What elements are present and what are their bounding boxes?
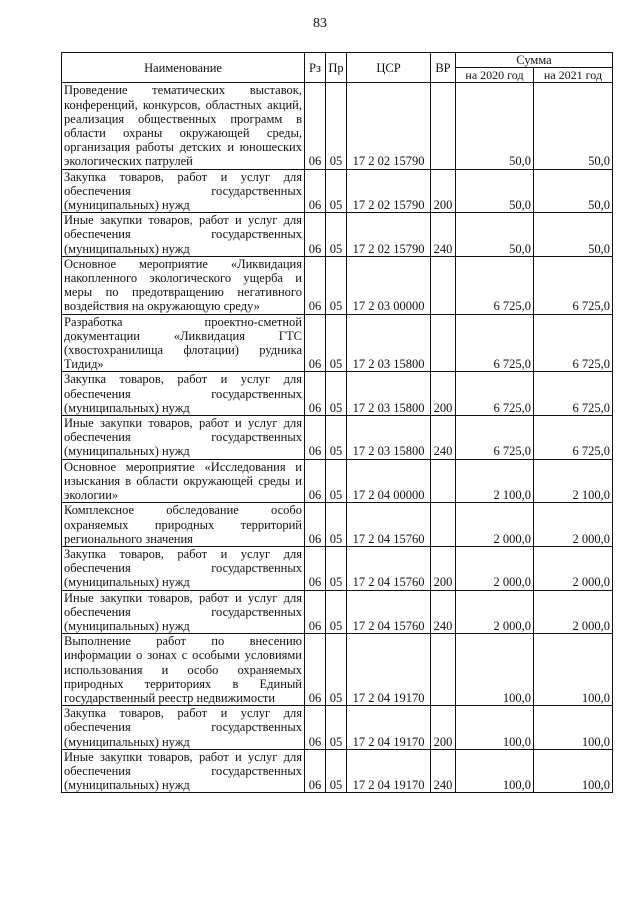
row-csr: 17 2 04 19170: [347, 749, 431, 793]
row-name: Иные закупки товаров, работ и услуг для обеспечения государственных (муниципальных) нужд: [62, 416, 305, 460]
row-pr: 05: [326, 459, 347, 503]
row-rz: 06: [305, 416, 326, 460]
row-name: Закупка товаров, работ и услуг для обеспечения государственных (муниципальных) нужд: [62, 169, 305, 213]
row-vr: [431, 634, 456, 706]
row-sum-2020: 100,0: [456, 634, 534, 706]
row-pr: 05: [326, 590, 347, 634]
table-body: [62, 83, 613, 793]
header-vr: ВР: [431, 53, 456, 83]
table-row: [62, 213, 613, 257]
row-vr: 240: [431, 749, 456, 793]
row-sum-2021: 2 000,0: [534, 590, 613, 634]
row-pr: 05: [326, 83, 347, 169]
table-row: [62, 314, 613, 372]
row-name: Закупка товаров, работ и услуг для обеспечения государственных (муниципальных) нужд: [62, 546, 305, 590]
row-vr: 240: [431, 590, 456, 634]
row-sum-2021: 100,0: [534, 634, 613, 706]
header-sum: Сумма: [456, 53, 613, 68]
row-sum-2020: 2 000,0: [456, 546, 534, 590]
row-csr: 17 2 04 19170: [347, 706, 431, 750]
table-row: [62, 416, 613, 460]
row-pr: 05: [326, 546, 347, 590]
row-name: Иные закупки товаров, работ и услуг для обеспечения государственных (муниципальных) нужд: [62, 213, 305, 257]
row-rz: 06: [305, 314, 326, 372]
table-row: [62, 459, 613, 503]
row-pr: 05: [326, 634, 347, 706]
row-csr: 17 2 04 15760: [347, 590, 431, 634]
row-csr: 17 2 04 15760: [347, 546, 431, 590]
row-rz: 06: [305, 749, 326, 793]
row-rz: 06: [305, 169, 326, 213]
row-rz: 06: [305, 256, 326, 314]
header-csr: ЦСР: [347, 53, 431, 83]
row-name: Иные закупки товаров, работ и услуг для обеспечения государственных (муниципальных) нужд: [62, 590, 305, 634]
row-sum-2020: 2 000,0: [456, 503, 534, 547]
row-pr: 05: [326, 706, 347, 750]
row-sum-2021: 6 725,0: [534, 372, 613, 416]
row-vr: [431, 459, 456, 503]
row-vr: [431, 503, 456, 547]
table-row: [62, 256, 613, 314]
page-number: 83: [313, 16, 327, 31]
row-vr: [431, 83, 456, 169]
row-name: Иные закупки товаров, работ и услуг для обеспечения государственных (муниципальных) нужд: [62, 749, 305, 793]
table-row: [62, 634, 613, 706]
row-sum-2020: 100,0: [456, 706, 534, 750]
table-row: [62, 706, 613, 750]
row-rz: 06: [305, 546, 326, 590]
table-row: [62, 372, 613, 416]
row-sum-2020: 2 100,0: [456, 459, 534, 503]
row-sum-2021: 50,0: [534, 213, 613, 257]
row-sum-2021: 6 725,0: [534, 314, 613, 372]
row-pr: 05: [326, 213, 347, 257]
row-name: Комплексное обследование особо охраняемых природных территорий регионального значения: [62, 503, 305, 547]
row-vr: 240: [431, 213, 456, 257]
row-rz: 06: [305, 213, 326, 257]
row-sum-2020: 100,0: [456, 749, 534, 793]
row-rz: 06: [305, 372, 326, 416]
header-pr: Пр: [326, 53, 347, 83]
row-pr: 05: [326, 503, 347, 547]
row-sum-2020: 6 725,0: [456, 372, 534, 416]
row-vr: 200: [431, 372, 456, 416]
row-pr: 05: [326, 169, 347, 213]
row-sum-2020: 50,0: [456, 169, 534, 213]
row-sum-2020: 50,0: [456, 213, 534, 257]
header-year-2021: на 2021 год: [534, 68, 613, 83]
row-vr: 240: [431, 416, 456, 460]
row-sum-2021: 2 000,0: [534, 503, 613, 547]
row-vr: 200: [431, 169, 456, 213]
row-sum-2020: 50,0: [456, 83, 534, 169]
row-sum-2021: 2 000,0: [534, 546, 613, 590]
row-csr: 17 2 03 15800: [347, 372, 431, 416]
row-vr: 200: [431, 546, 456, 590]
row-csr: 17 2 04 00000: [347, 459, 431, 503]
row-csr: 17 2 02 15790: [347, 83, 431, 169]
row-sum-2021: 6 725,0: [534, 416, 613, 460]
row-pr: 05: [326, 372, 347, 416]
table-row: [62, 546, 613, 590]
row-csr: 17 2 03 15800: [347, 314, 431, 372]
row-sum-2021: 6 725,0: [534, 256, 613, 314]
table-row: [62, 503, 613, 547]
row-sum-2021: 100,0: [534, 749, 613, 793]
row-name: Закупка товаров, работ и услуг для обеспечения государственных (муниципальных) нужд: [62, 706, 305, 750]
row-sum-2021: 50,0: [534, 83, 613, 169]
row-csr: 17 2 03 15800: [347, 416, 431, 460]
row-pr: 05: [326, 314, 347, 372]
row-csr: 17 2 04 15760: [347, 503, 431, 547]
row-pr: 05: [326, 256, 347, 314]
row-name: Основное мероприятие «Ликвидация накопленного экологического ущерба и меры по предотвращению негативного воздействия на окружающую среду»: [62, 256, 305, 314]
row-name: Закупка товаров, работ и услуг для обеспечения государственных (муниципальных) нужд: [62, 372, 305, 416]
row-rz: 06: [305, 503, 326, 547]
row-sum-2020: 2 000,0: [456, 590, 534, 634]
row-name: Разработка проектно-сметной документации «Ликвидация ГТС (хвостохранилища флотации) рудника Тидид»: [62, 314, 305, 372]
budget-table: [61, 52, 613, 793]
row-rz: 06: [305, 706, 326, 750]
row-pr: 05: [326, 749, 347, 793]
table-row: [62, 83, 613, 169]
row-rz: 06: [305, 459, 326, 503]
row-csr: 17 2 04 19170: [347, 634, 431, 706]
table-row: [62, 749, 613, 793]
row-rz: 06: [305, 634, 326, 706]
row-name: Выполнение работ по внесению информации о зонах с особыми условиями использования и особо охраняемых природных территориях в Единый государственный реестр недвижимости: [62, 634, 305, 706]
row-rz: 06: [305, 83, 326, 169]
row-csr: 17 2 03 00000: [347, 256, 431, 314]
row-name: Основное мероприятие «Исследования и изыскания в области окружающей среды и экологии»: [62, 459, 305, 503]
table-row: [62, 590, 613, 634]
row-sum-2021: 50,0: [534, 169, 613, 213]
row-sum-2020: 6 725,0: [456, 314, 534, 372]
header-name: Наименование: [62, 53, 305, 83]
row-pr: 05: [326, 416, 347, 460]
row-vr: 200: [431, 706, 456, 750]
row-csr: 17 2 02 15790: [347, 169, 431, 213]
row-rz: 06: [305, 590, 326, 634]
row-csr: 17 2 02 15790: [347, 213, 431, 257]
row-name: Проведение тематических выставок, конференций, конкурсов, областных акций, реализация общественных программ в области охраны окружающей среды, организация работы детских и юношеских экологических патрулей: [62, 83, 305, 169]
row-sum-2020: 6 725,0: [456, 416, 534, 460]
header-rz: Рз: [305, 53, 326, 83]
row-sum-2020: 6 725,0: [456, 256, 534, 314]
row-vr: [431, 256, 456, 314]
row-sum-2021: 2 100,0: [534, 459, 613, 503]
header-year-2020: на 2020 год: [456, 68, 534, 83]
row-vr: [431, 314, 456, 372]
row-sum-2021: 100,0: [534, 706, 613, 750]
table-row: [62, 169, 613, 213]
